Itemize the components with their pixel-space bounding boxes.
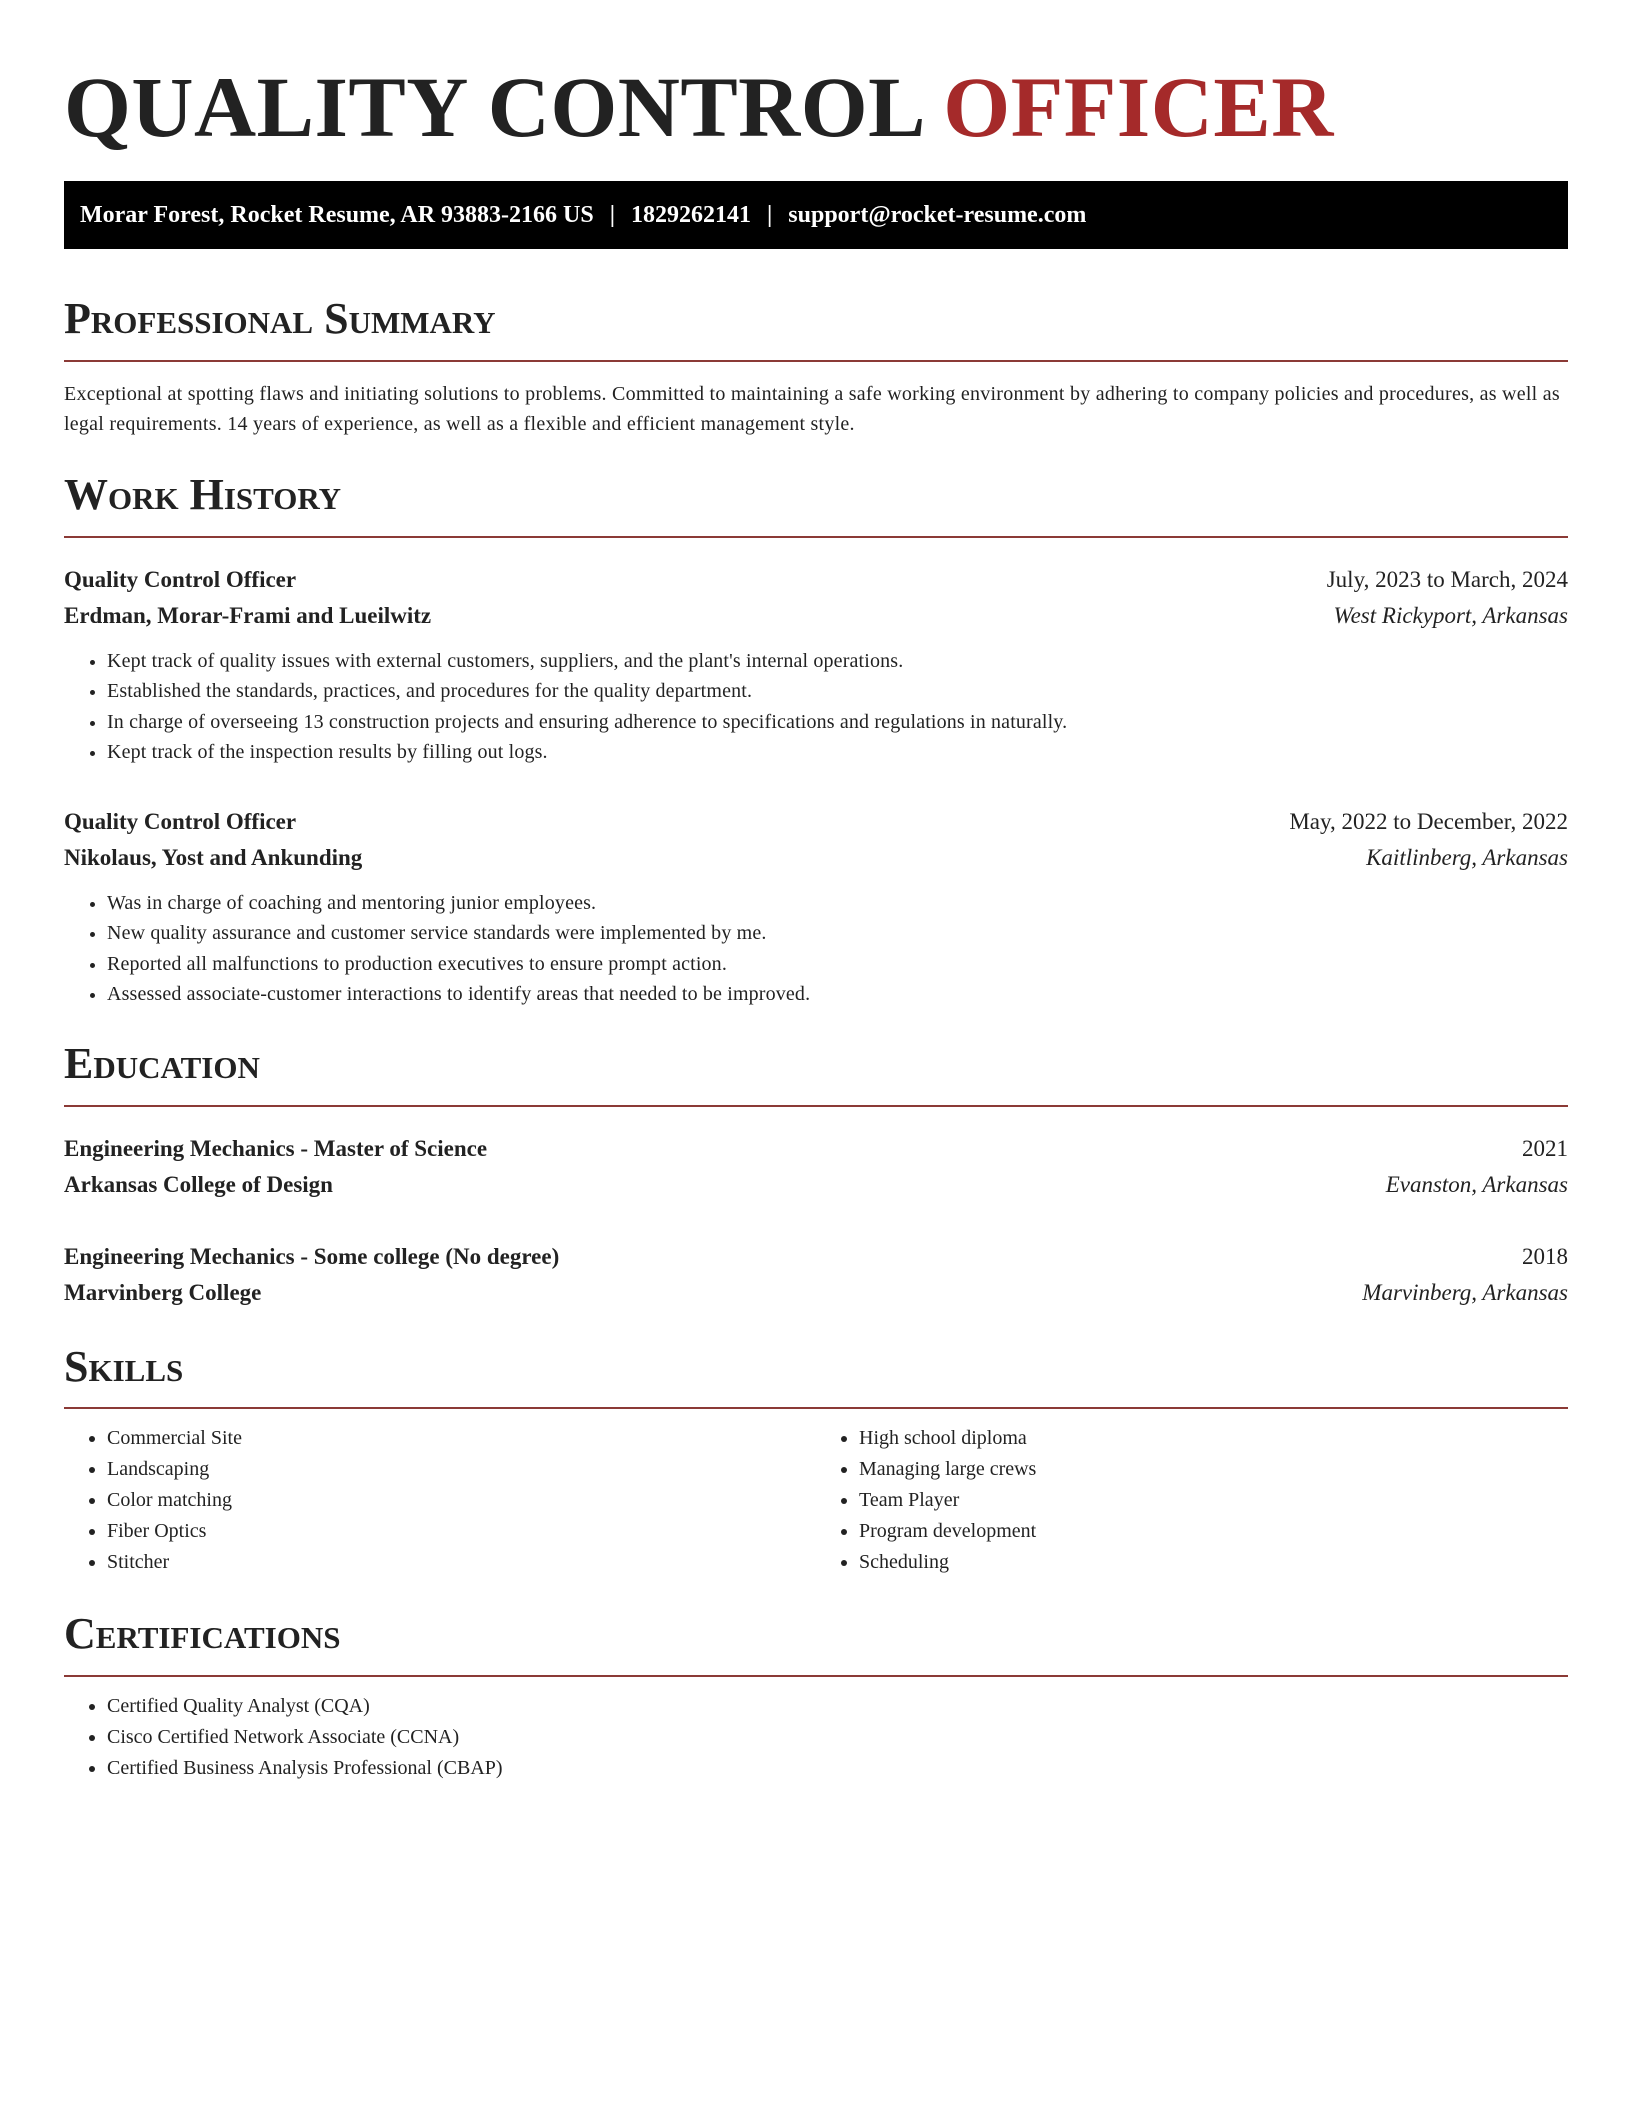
skill-item: • Landscaping [107, 1454, 816, 1485]
job-bullet: • Assessed associate-customer interactions to identify areas that needed to be improved. [107, 979, 1568, 1010]
job-header-row [64, 562, 1568, 598]
skill-item: • High school diploma [859, 1423, 1568, 1454]
education-year: 2021 [1522, 1135, 1568, 1161]
skills-list-left [64, 1423, 816, 1578]
summary-text: Exceptional at spotting flaws and initiating solutions to problems. Committed to maintaining a safe working environment by adhering to company policies and procedures, as well as legal requirements. 14 years of experience, as well as a flexible and efficient management style. [64, 382, 1560, 435]
contact-address: Morar Forest, Rocket Resume, AR 93883-2166 US [80, 201, 594, 228]
job-bullet: • In charge of overseeing 13 construction projects and ensuring adherence to specifications and regulations in naturally. [107, 707, 1568, 738]
section-divider [64, 536, 1568, 538]
skill-item: • Program development [859, 1516, 1568, 1547]
skill-item: • Scheduling [859, 1547, 1568, 1578]
education-degree: Engineering Mechanics - Master of Science [64, 1135, 488, 1161]
summary-section [64, 293, 1568, 439]
skill-item: • Team Player [859, 1485, 1568, 1516]
job-company: Nikolaus, Yost and Ankunding [64, 844, 363, 870]
job-location: West Rickyport, Arkansas [1333, 602, 1568, 628]
education-location: Marvinberg, Arkansas [1362, 1279, 1568, 1305]
education-year: 2018 [1522, 1243, 1568, 1269]
skills-section [64, 1341, 1568, 1579]
job-bullet: • New quality assurance and customer service standards were implemented by me. [107, 918, 1568, 949]
contact-bar [64, 181, 1568, 249]
certification-item: • Certified Quality Analyst (CQA) [107, 1691, 1568, 1722]
skill-item: • Managing large crews [859, 1454, 1568, 1485]
section-title-skills: Skills [64, 1341, 184, 1391]
job-role: Quality Control Officer [64, 808, 297, 834]
job-company-row [64, 598, 1568, 634]
job-entry [64, 804, 1568, 1010]
section-divider [64, 1105, 1568, 1107]
job-bullet: • Was in charge of coaching and mentoring junior employees. [107, 888, 1568, 919]
skill-item: • Fiber Optics [107, 1516, 816, 1547]
job-location: Kaitlinberg, Arkansas [1366, 844, 1568, 870]
title-accent: OFFICER [943, 59, 1334, 155]
education-entry [64, 1239, 1568, 1311]
contact-separator: | [609, 201, 615, 228]
skills-list-right [816, 1423, 1568, 1578]
job-bullet: • Reported all malfunctions to production executives to ensure prompt action. [107, 949, 1568, 980]
title-main: QUALITY CONTROL [64, 59, 922, 155]
section-divider [64, 1407, 1568, 1409]
education-entry [64, 1131, 1568, 1203]
section-title-summary: Professional Summary [64, 294, 496, 344]
job-bullets [64, 888, 1568, 1010]
section-divider [64, 1675, 1568, 1677]
education-degree: Engineering Mechanics - Some college (No degree) [64, 1243, 560, 1269]
job-header-row [64, 804, 1568, 840]
section-title-education: Education [64, 1038, 260, 1088]
certifications-section [64, 1608, 1568, 1784]
section-title-work-history: Work History [64, 469, 342, 519]
skill-item: • Color matching [107, 1485, 816, 1516]
education-school: Marvinberg College [64, 1279, 262, 1305]
certification-item: • Certified Business Analysis Professional (CBAP) [107, 1753, 1568, 1784]
job-dates: May, 2022 to December, 2022 [1289, 808, 1568, 834]
education-school: Arkansas College of Design [64, 1171, 333, 1197]
education-section [64, 1038, 1568, 1311]
contact-phone: 1829262141 [631, 201, 751, 228]
certifications-list [64, 1691, 1568, 1784]
education-header-row [64, 1131, 1568, 1167]
section-divider [64, 360, 1568, 362]
contact-separator: | [767, 201, 773, 228]
job-bullet: • Kept track of quality issues with external customers, suppliers, and the plant's internal operations. [107, 646, 1568, 677]
education-header-row [64, 1239, 1568, 1275]
certifications-items [64, 1691, 1568, 1784]
education-location: Evanston, Arkansas [1385, 1171, 1568, 1197]
education-school-row [64, 1275, 1568, 1311]
contact-email: support@rocket-resume.com [788, 201, 1087, 228]
job-bullet: • Established the standards, practices, and procedures for the quality department. [107, 676, 1568, 707]
skill-item: • Stitcher [107, 1547, 816, 1578]
skills-grid [64, 1423, 1568, 1578]
job-bullets [64, 646, 1568, 768]
certification-item: • Cisco Certified Network Associate (CCNA) [107, 1722, 1568, 1753]
job-company: Erdman, Morar-Frami and Lueilwitz [64, 602, 432, 628]
job-dates: July, 2023 to March, 2024 [1326, 566, 1568, 592]
job-entry [64, 562, 1568, 768]
resume-title [64, 56, 1568, 159]
job-company-row [64, 840, 1568, 876]
education-school-row [64, 1167, 1568, 1203]
skill-item: • Commercial Site [107, 1423, 816, 1454]
work-history-section [64, 469, 1568, 1010]
job-role: Quality Control Officer [64, 566, 297, 592]
job-bullet: • Kept track of the inspection results by filling out logs. [107, 737, 1568, 768]
section-title-certifications: Certifications [64, 1609, 341, 1659]
